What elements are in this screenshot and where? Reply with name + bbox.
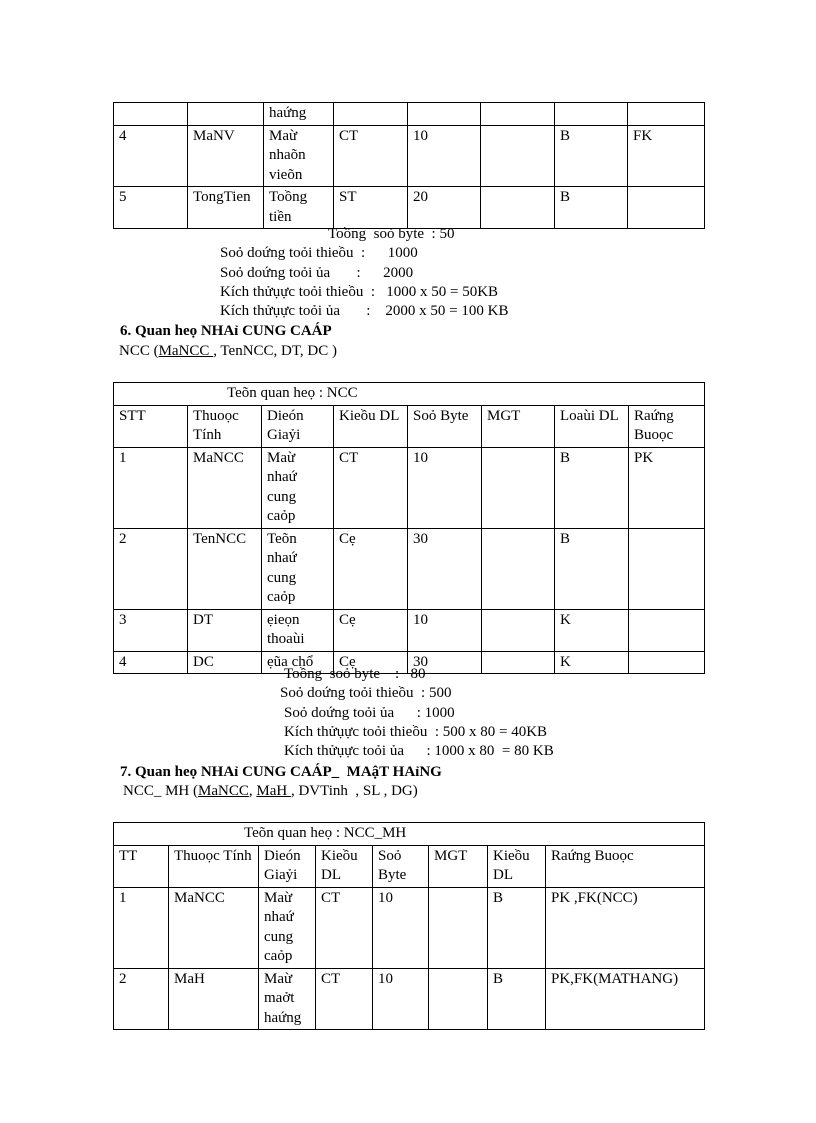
table-cell (482, 447, 555, 528)
column-header: Soỏ Byte (373, 845, 429, 887)
table-cell: FK (628, 125, 705, 187)
column-header: Kieồu DL (316, 845, 373, 887)
table-cell (629, 609, 705, 651)
table-cell: CT (316, 968, 373, 1030)
relation-schema (123, 782, 418, 801)
table-cell (429, 887, 488, 968)
table-cell: 1 (114, 447, 188, 528)
min-size: Kích thửụực toỏi thieồu : 1000 x 50 = 50KB (220, 284, 499, 300)
table-cell: 10 (408, 125, 481, 187)
table-cell: B (555, 187, 628, 229)
table-cell: ST (334, 187, 408, 229)
column-header: Dieón Giaỷi (259, 845, 316, 887)
table-cell: PK,FK(MATHANG) (546, 968, 705, 1030)
table-row (114, 968, 705, 1030)
column-header: Thuoọc Tính (169, 845, 259, 887)
table-cell: MaNV (188, 125, 264, 187)
min-rows: Soỏ doứng toỏi thieồu : 500 (280, 685, 452, 701)
table-cell (429, 968, 488, 1030)
table-cell: K (555, 651, 629, 674)
schema-sep: , (248, 783, 257, 799)
column-header: MGT (482, 405, 555, 447)
table-cell: 30 (408, 651, 482, 674)
table-row (114, 528, 705, 609)
table-cell (629, 651, 705, 674)
table-name: Teõn quan heọ : NCC_MH (114, 823, 705, 846)
table-row (114, 125, 705, 187)
table-cell (628, 187, 705, 229)
table-cell: ẹieọn thoaùi (262, 609, 334, 651)
table-cell: 3 (114, 609, 188, 651)
max-rows: Soỏ doứng toỏi ủa : 2000 (220, 265, 414, 281)
table-cell (334, 103, 408, 126)
column-header: Kieồu DL (488, 845, 546, 887)
table-cell (114, 103, 188, 126)
attributes-table-ncc (113, 382, 705, 674)
table-cell: 20 (408, 187, 481, 229)
table-cell: B (555, 447, 629, 528)
table-name-row (114, 823, 705, 846)
table-cell: Cẹ (334, 609, 408, 651)
table-name-row (114, 383, 705, 406)
table-cell (628, 103, 705, 126)
table-cell (555, 103, 628, 126)
table-cell: 10 (408, 609, 482, 651)
table-cell: PK ,FK(NCC) (546, 887, 705, 968)
header-row (114, 405, 705, 447)
column-header: TT (114, 845, 169, 887)
table-cell: TenNCC (188, 528, 262, 609)
table-cell: 30 (408, 528, 482, 609)
table-cell: DC (188, 651, 262, 674)
table-cell: PK (629, 447, 705, 528)
table-cell (481, 187, 555, 229)
attributes-table-continued (113, 102, 705, 229)
table-cell: Maừ nhaõn vieõn (264, 125, 334, 187)
column-header: MGT (429, 845, 488, 887)
table-cell: Toồng tiền (264, 187, 334, 229)
table-row (114, 447, 705, 528)
section-heading: 7. Quan heọ NHAỉ CUNG CAÁP_ MAậT HAỉNG (120, 764, 442, 780)
table-cell: CT (334, 125, 408, 187)
table-cell: 1 (114, 887, 169, 968)
table-row (114, 103, 705, 126)
table-cell: 10 (373, 887, 429, 968)
table-cell: 4 (114, 651, 188, 674)
table-cell (482, 651, 555, 674)
primary-key: MaH (256, 783, 291, 799)
primary-key: MaNCC (158, 343, 214, 359)
table-cell (482, 609, 555, 651)
column-header: Raứng Buoọc (546, 845, 705, 887)
column-header: Dieón Giaỷi (262, 405, 334, 447)
table-row (114, 187, 705, 229)
total-bytes: Toồng soỏ byte : 50 (328, 226, 455, 242)
schema-rest: , DVTinh , SL , DG) (290, 783, 418, 799)
primary-key: MaNCC (198, 783, 249, 799)
attributes-table-ncc-mh (113, 822, 705, 1030)
section-heading: 6. Quan heọ NHAỉ CUNG CAÁP (120, 323, 332, 339)
header-row (114, 845, 705, 887)
column-header: Raứng Buoọc (629, 405, 705, 447)
column-header: Thuoọc Tính (188, 405, 262, 447)
table-cell: haứng (264, 103, 334, 126)
table-cell: Cẹ (334, 651, 408, 674)
table-cell: DT (188, 609, 262, 651)
table-cell (629, 528, 705, 609)
table-cell: K (555, 609, 629, 651)
min-rows: Soỏ doứng toỏi thieồu : 1000 (220, 245, 418, 261)
table-cell: MaH (169, 968, 259, 1030)
table-cell: B (555, 528, 629, 609)
table-cell: B (488, 968, 546, 1030)
table-cell: 10 (373, 968, 429, 1030)
table-row (114, 609, 705, 651)
table-cell (482, 528, 555, 609)
table-cell (481, 103, 555, 126)
table-cell: Maừ nhaứ cung caỏp (259, 887, 316, 968)
table-cell: Cẹ (334, 528, 408, 609)
table-cell: 2 (114, 528, 188, 609)
total-bytes: Toồng soỏ byte : 80 (284, 666, 426, 682)
relation-schema (119, 342, 337, 361)
table-cell: 2 (114, 968, 169, 1030)
schema-rest: , TenNCC, DT, DC ) (213, 343, 337, 359)
table-name: Teõn quan heọ : NCC (114, 383, 705, 406)
table-cell: ẹũa chổ (262, 651, 334, 674)
table-cell: MaNCC (169, 887, 259, 968)
table-cell: 4 (114, 125, 188, 187)
table-cell: B (488, 887, 546, 968)
table-cell (188, 103, 264, 126)
table-cell (481, 125, 555, 187)
max-size: Kích thửụực toỏi ủa : 2000 x 50 = 100 KB (220, 303, 509, 319)
table-row (114, 887, 705, 968)
table-cell: MaNCC (188, 447, 262, 528)
min-size: Kích thửụực toỏi thieồu : 500 x 80 = 40KB (284, 724, 548, 740)
table-cell: B (555, 125, 628, 187)
table-cell: Teõn nhaứ cung caỏp (262, 528, 334, 609)
table-cell: 10 (408, 447, 482, 528)
table-cell (408, 103, 481, 126)
max-rows: Soỏ doứng toỏi ủa : 1000 (284, 705, 455, 721)
column-header: Loaùi DL (555, 405, 629, 447)
table-cell: Maừ maởt haứng (259, 968, 316, 1030)
table-cell: 5 (114, 187, 188, 229)
table-cell: CT (334, 447, 408, 528)
column-header: STT (114, 405, 188, 447)
column-header: Soỏ Byte (408, 405, 482, 447)
table-cell: Maừ nhaứ cung caỏp (262, 447, 334, 528)
schema-prefix: NCC ( (119, 343, 159, 359)
schema-prefix: NCC_ MH ( (123, 783, 199, 799)
column-header: Kieồu DL (334, 405, 408, 447)
table-cell: TongTien (188, 187, 264, 229)
max-size: Kích thửụực toỏi ủa : 1000 x 80 = 80 KB (284, 743, 554, 759)
table-cell: CT (316, 887, 373, 968)
